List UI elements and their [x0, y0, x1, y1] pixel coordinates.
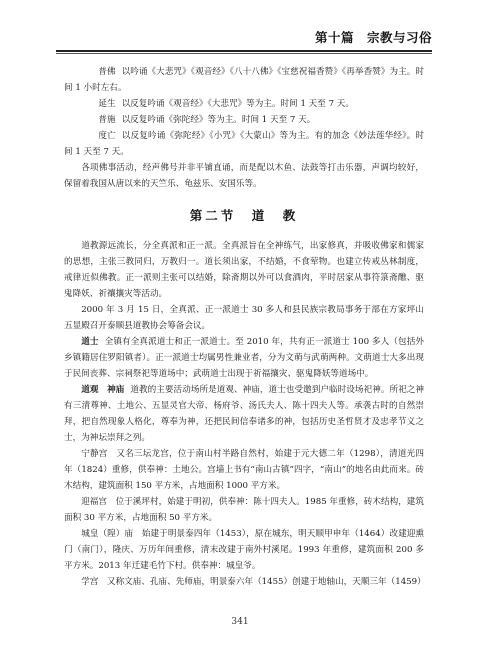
rite-entry [64, 64, 424, 96]
rites-summary: 各项佛事活动，经声佛号并非平铺直诵，而是配以木鱼、法鼓等打击乐器，声调均较好，保留着我国从唐以来的天竺乐、龟兹乐、安国乐等。 [64, 163, 424, 189]
page-number: 341 [231, 617, 249, 627]
rite-entry [64, 112, 424, 128]
paragraph-association: 2000 年 3 月 15 日，全真派、正一派道士 30 多人和县民族宗教局事务于部在方家坪山五显殿召开泰顺县道教协会筹备会议。 [64, 305, 424, 331]
header-rule [56, 50, 432, 52]
rite-entry [64, 128, 424, 160]
rite-text: 以吟诵《大悲咒》《观音经》《八十八佛》《宝慈祝福香赞》《再举香赞》为主。时间 1 小时左右。 [64, 67, 424, 93]
section-heading: 第二节 道 教 [189, 208, 299, 223]
paragraph-text: 全镇有全真派道士和正一派道士。至 2010 年，共有正一派道士 100 多人（包括外乡镇籍居住罗阳镇者）。正一派道士均属男性兼业者，分为文萌与武萌两种。文萌道士大多出现于民间丧葬、宗祠祭祀等道场中；武萌道士出现于祈福攘灾、驱鬼降妖等道场中。 [64, 337, 424, 379]
rite-text: 以反复吟诵《观音经》《大悲咒》等为主。时间 1 天至 7 天。 [121, 99, 354, 109]
page-body [64, 64, 424, 590]
rite-term: 度亡 [98, 131, 116, 141]
paragraph-text: 道教的主要活动场所是道观、神庙，道士也受邀到户临时设场祀神。所祀之神有三清尊神、土地公、五显灵官大帝、杨府爷、汤氏夫人、陈十四夫人等。承袭古时的自然崇拜，把自然现象人格化，尊奉为神，还把民间信奉诸多的神，包括历史圣哲贤才及忠孝节义之士，为神坛崇拜之列。 [64, 385, 424, 443]
paragraph-city-god-temple: 城皇（隍）庙 始建于明景泰四年（1453），原在城东，明天顺甲申年（1464）改建迎熏门（南门），隆庆、万历年间重修，清末改建于南外村溪尾。1993 年重修，建筑面积 200 多平方米。2013 年迁建毛竹下村。供奉神：城皇爷。 [64, 529, 424, 571]
rite-term: 延生 [98, 99, 116, 109]
paragraph-taoist-priests [64, 334, 424, 382]
paragraph-yingfu-palace: 迎福宫 位于溪坪村，始建于明初，供奉神：陈十四夫人。1985 年重修，砖木结构，建筑面积 30 平方米，占地面积 50 平方米。 [64, 497, 424, 523]
paragraph-label: 道士 [81, 337, 99, 347]
paragraph-temples [64, 382, 424, 446]
rite-entry [64, 96, 424, 112]
rite-text: 以反复吟诵《弥陀经》《小咒》《大蒙山》等为主。有的加念《妙法莲华经》。时间 1 天至 7 天。 [64, 131, 424, 157]
header-rule-thin [56, 53, 432, 54]
rite-term: 普佛 [98, 67, 116, 77]
rite-term: 普施 [98, 115, 116, 125]
paragraph-label: 道观 神庙 [81, 385, 125, 395]
running-header [56, 28, 432, 46]
paragraph-overview: 道教源远流长，分全真派和正一派。全真派旨在全神练气，出家修真，并吸收佛家和儒家的思想，主张三教同归，万教归一。道长须出家，不结婚，不食荤物。也建立传戒丛林制度，戒律近似佛教。正一派则主张可以结婚，除斋期以外可以食酒肉，平时居家从事符箓斋醮、驱鬼降妖、祈禳攘灾等活动。 [64, 241, 424, 299]
paragraph-confucian-temple: 学宫 又称文庙、孔庙、先师庙，明景泰六年（1455）创建于地轴山，天顺三年（1459） [81, 577, 426, 587]
paragraph-ningjing-palace: 宁静宫 又名三坛龙宫，位于南山村半路自然村，始建于元大德二年（1298），清道光四年（1824）重修，供奉神：土地公。宫墙上书有“南山古镇”四字，“南山”的地名由此而来。砖木结构，建筑面积 150 平方米，占地面积 1000 平方米。 [64, 449, 424, 491]
rite-text: 以反复吟诵《弥陀经》等为主。时间 1 天至 7 天。 [121, 115, 316, 125]
chapter-title: 第十篇 宗教与习俗 [314, 30, 432, 45]
